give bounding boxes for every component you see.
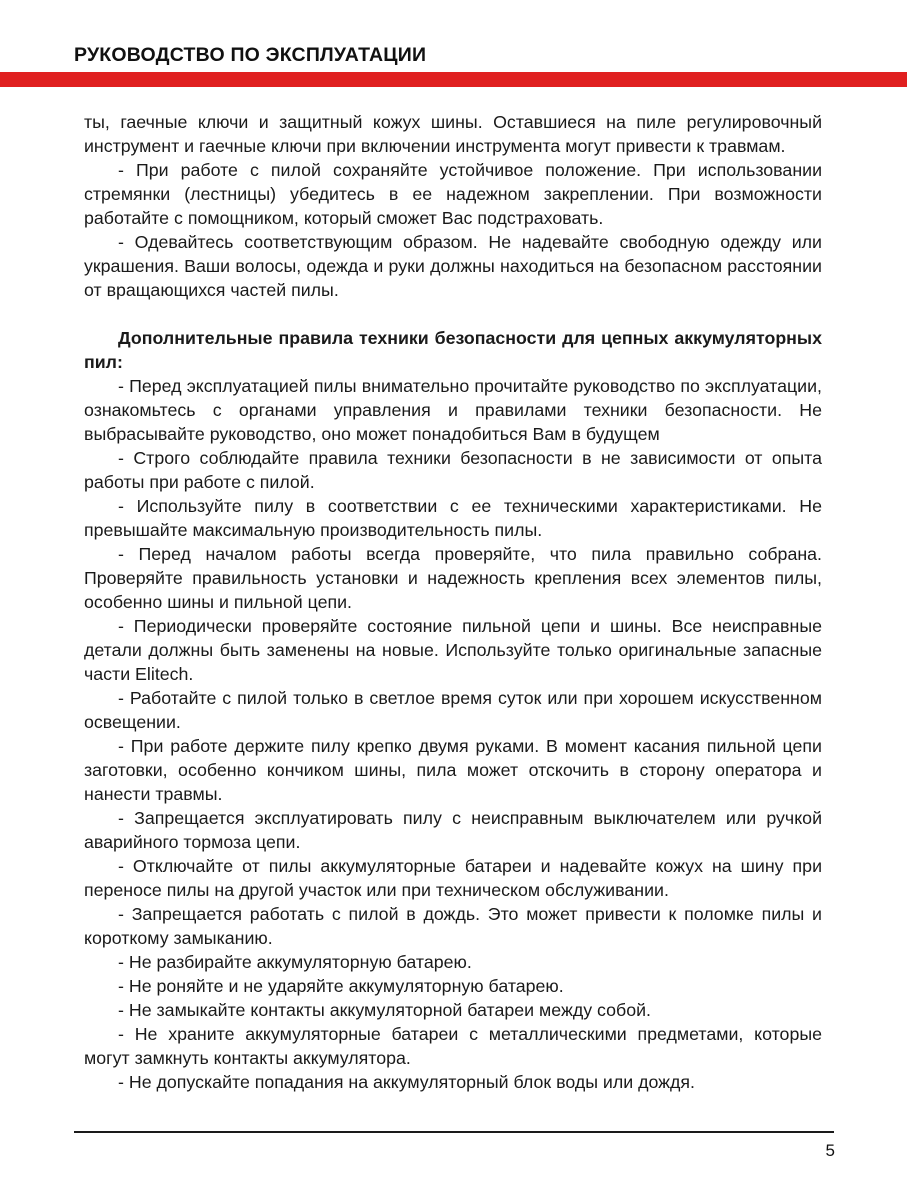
section-heading: Дополнительные правила техники безопасности для цепных аккумуляторных пил:: [84, 328, 822, 372]
paragraph-faulty-switch: - Запрещается эксплуатировать пилу с неисправным выключателем или ручкой аварийного тормоза цепи.: [84, 808, 822, 852]
footer-divider: [74, 1131, 834, 1133]
paragraph-chain-check: - Периодически проверяйте состояние пильной цепи и шины. Все неисправные детали должны быть заменены на новые. Используйте только оригинальные запасные части Elitech.: [84, 616, 822, 684]
paragraph-stable-position: - При работе с пилой сохраняйте устойчивое положение. При использовании стремянки (лестницы) убедитесь в ее надежном закреплении. При возможности работайте с помощником, который сможет Вас подстраховать.: [84, 160, 822, 228]
paragraph-no-short: - Не замыкайте контакты аккумуляторной батареи между собой.: [118, 1000, 651, 1020]
page-header-title: РУКОВОДСТВО ПО ЭКСПЛУАТАЦИИ: [74, 44, 427, 66]
paragraph-specifications: - Используйте пилу в соответствии с ее техническими характеристиками. Не превышайте максимальную производительность пилы.: [84, 496, 822, 540]
paragraph-continuation: ты, гаечные ключи и защитный кожух шины. Оставшиеся на пиле регулировочный инструмент и гаечные ключи при включении инструмента могут привести к травмам.: [84, 112, 822, 156]
paragraph-follow-rules: - Строго соблюдайте правила техники безопасности в не зависимости от опыта работы при работе с пилой.: [84, 448, 822, 492]
paragraph-disconnect-battery: - Отключайте от пилы аккумуляторные батареи и надевайте кожух на шину при переносе пилы на другой участок или при техническом обслуживании.: [84, 856, 822, 900]
paragraph-metal-objects: - Не храните аккумуляторные батареи с металлическими предметами, которые могут замкнуть контакты аккумулятора.: [84, 1024, 822, 1068]
page-number: 5: [825, 1141, 835, 1160]
paragraph-rain: - Запрещается работать с пилой в дождь. Это может привести к поломке пилы и короткому замыканию.: [84, 904, 822, 948]
paragraph-read-manual: - Перед эксплуатацией пилы внимательно прочитайте руководство по эксплуатации, ознакомьтесь с органами управления и правилами техники безопасности. Не выбрасывайте руководство, оно может понадобиться Вам в будущем: [84, 376, 822, 444]
paragraph-assembly-check: - Перед началом работы всегда проверяйте, что пила правильно собрана. Проверяйте правильность установки и надежность крепления всех элементов пилы, особенно шины и пильной цепи.: [84, 544, 822, 612]
paragraph-two-hands: - При работе держите пилу крепко двумя руками. В момент касания пильной цепи заготовки, особенно кончиком шины, пила может отскочить в сторону оператора и нанести травмы.: [84, 736, 822, 804]
document-body: [84, 110, 822, 1094]
paragraph-no-drop: - Не роняйте и не ударяйте аккумуляторную батарею.: [118, 976, 564, 996]
paragraph-water: - Не допускайте попадания на аккумуляторный блок воды или дождя.: [118, 1072, 695, 1092]
paragraph-lighting: - Работайте с пилой только в светлое время суток или при хорошем искусственном освещении.: [84, 688, 822, 732]
paragraph-no-disassembly: - Не разбирайте аккумуляторную батарею.: [118, 952, 472, 972]
header-accent-bar: [0, 72, 907, 87]
paragraph-clothing: - Одевайтесь соответствующим образом. Не надевайте свободную одежду или украшения. Ваши волосы, одежда и руки должны находиться на безопасном расстоянии от вращающихся частей пилы.: [84, 232, 822, 300]
